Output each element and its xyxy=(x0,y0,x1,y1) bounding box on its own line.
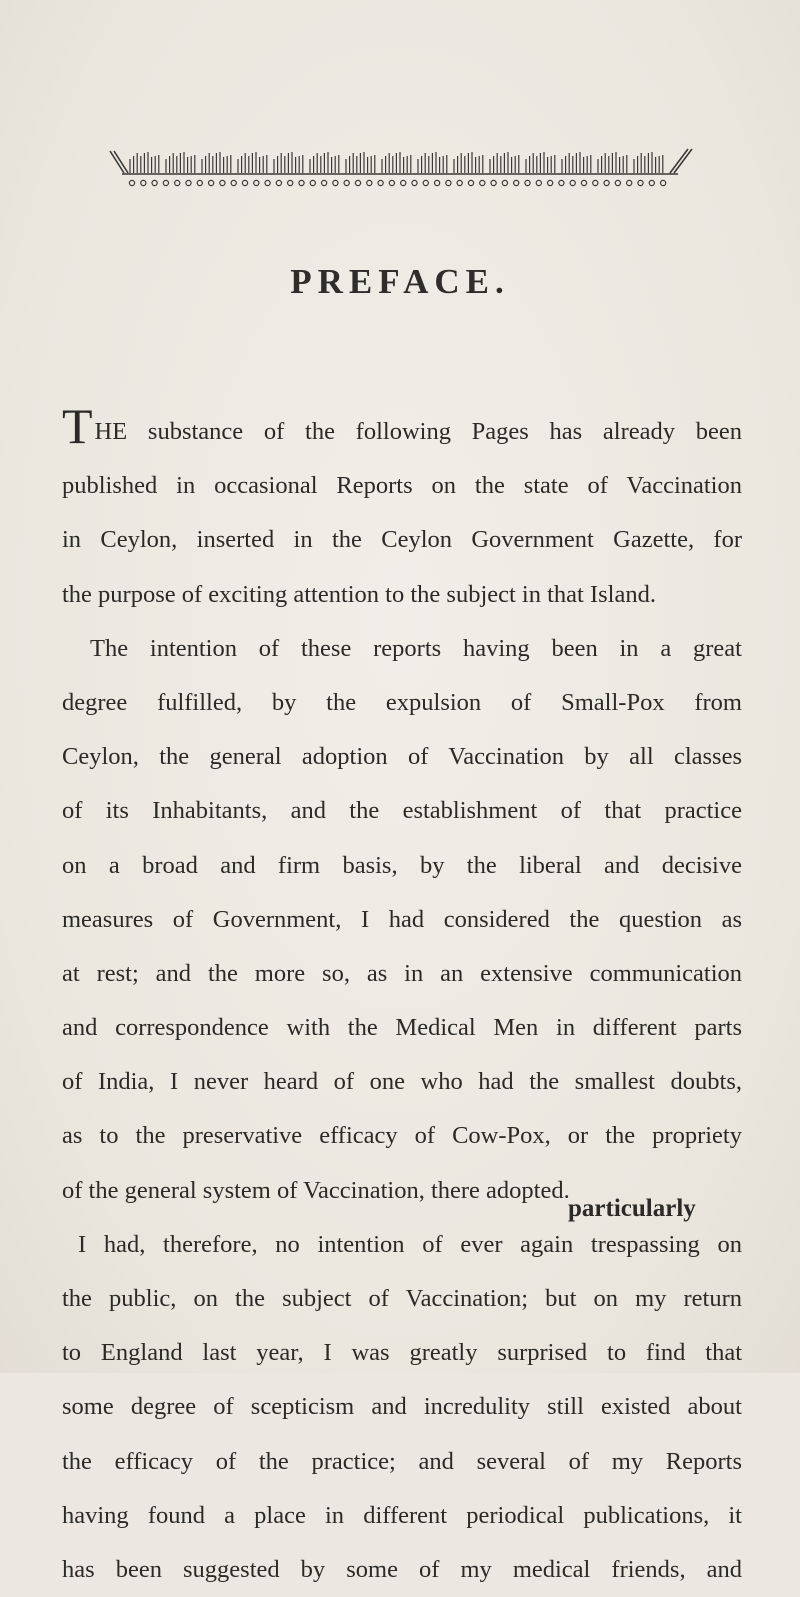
text-line: of India, I never heard of one who had the smallest doubts, xyxy=(62,1068,742,1096)
text-line: and correspondence with the Medical Men in different parts xyxy=(62,1014,742,1042)
text-line: of its Inhabitants, and the establishment of that practice xyxy=(62,797,742,825)
text-line: of the general system of Vaccination, there adopted. xyxy=(62,1176,570,1204)
text-line: I had, therefore, no intention of ever again trespassing on xyxy=(78,1230,742,1258)
text-line: degree fulfilled, by the expulsion of Small-Pox from xyxy=(62,688,742,716)
text-line: some degree of scepticism and incredulity still existed about xyxy=(62,1393,742,1421)
text-line: having found a place in different periodical publications, it xyxy=(62,1501,742,1529)
text-line: the efficacy of the practice; and several of my Reports xyxy=(62,1447,742,1475)
decorative-border-ornament-icon xyxy=(108,143,694,193)
text-line: as to the preservative efficacy of Cow-Pox, or the propriety xyxy=(62,1122,742,1150)
catchword: particularly xyxy=(568,1195,696,1222)
text-line: measures of Government, I had considered the question as xyxy=(62,905,742,933)
preface-body xyxy=(62,398,742,1597)
text-line: the purpose of exciting attention to the subject in that Island. xyxy=(62,580,656,608)
text-line: on a broad and firm basis, by the liberal and decisive xyxy=(62,851,742,879)
page-title: PREFACE. xyxy=(290,262,510,301)
text-line: the public, on the subject of Vaccination; but on my return xyxy=(62,1285,742,1312)
text-line xyxy=(62,398,742,459)
text-line: The intention of these reports having been in a great xyxy=(90,634,742,662)
text-line: at rest; and the more so, as in an extensive communication xyxy=(62,959,742,987)
text-line: published in occasional Reports on the state of Vaccination xyxy=(62,472,742,500)
drop-cap: T xyxy=(62,398,93,454)
text-line: to England last year, I was greatly surprised to find that xyxy=(62,1339,742,1367)
text-line: in Ceylon, inserted in the Ceylon Government Gazette, for xyxy=(62,526,742,554)
text-line: has been suggested by some of my medical friends, and xyxy=(62,1555,742,1583)
text-line-content: HE substance of the following Pages has already been xyxy=(94,418,742,445)
text-line: Ceylon, the general adoption of Vaccination by all classes xyxy=(62,743,742,771)
